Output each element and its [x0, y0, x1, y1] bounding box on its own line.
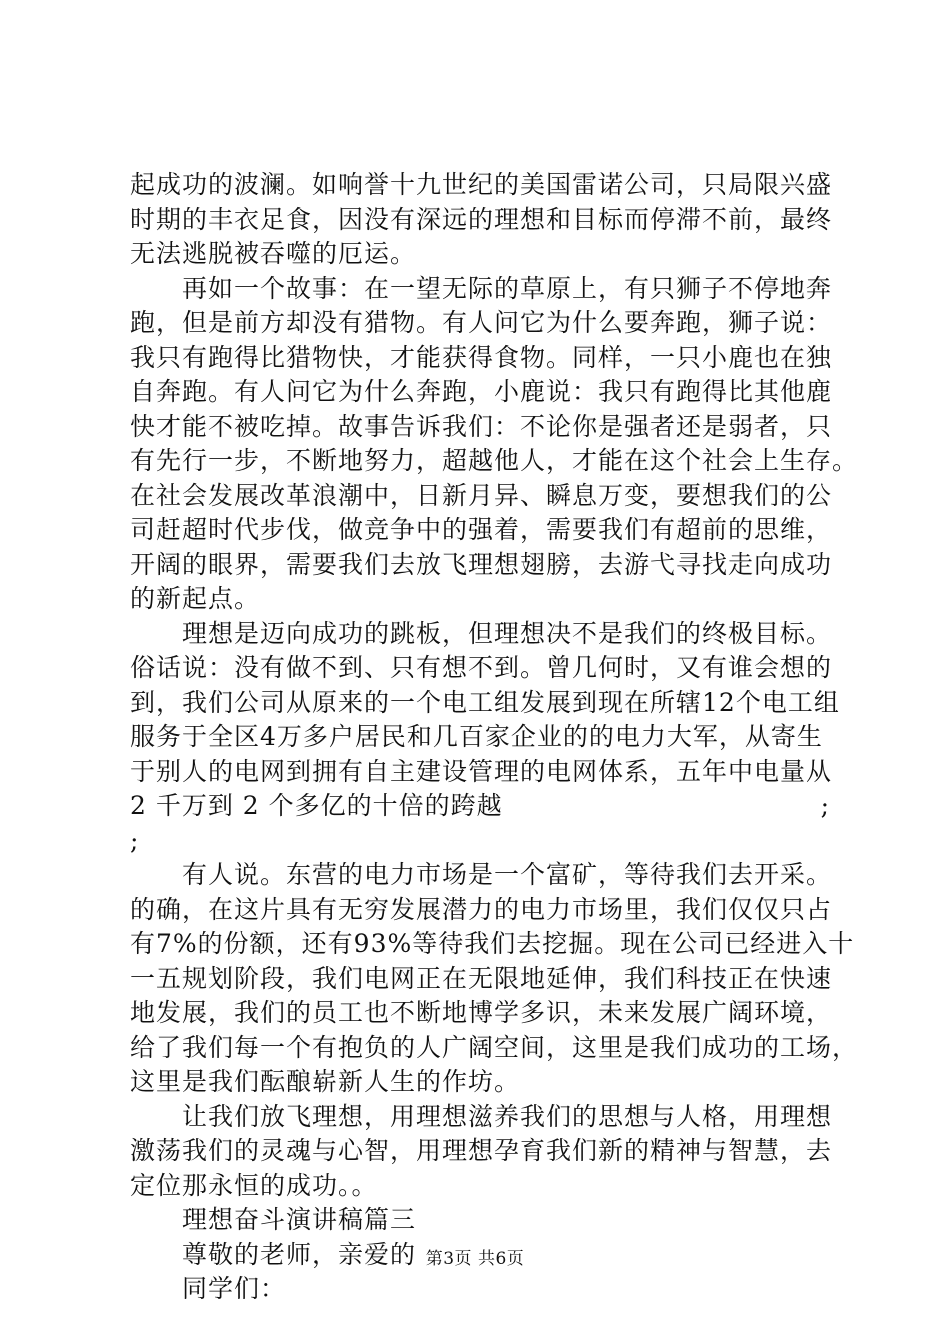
semicolon-mark: ;: [820, 791, 830, 820]
text-line: 跑，但是前方却没有猎物。有人问它为什么要奔跑，狮子说：: [130, 308, 833, 337]
text-line: 一五规划阶段，我们电网正在无限地延伸，我们科技正在快速: [130, 963, 833, 993]
text-line: 快才能不被吃掉。故事告诉我们：不论你是强者还是弱者，只: [130, 411, 833, 441]
paragraph-start-line: 让我们放飞理想，用理想滋养我们的思想与人格，用理想: [182, 1101, 833, 1131]
text-line: 激荡我们的灵魂与心智，用理想孕育我们新的精神与智慧，去: [130, 1136, 833, 1165]
text-line: 的确，在这片具有无穷发展潜力的电力市场里，我们仅仅只占: [130, 894, 833, 924]
salutation-line: 同学们：: [182, 1274, 287, 1303]
semicolon-line: ;: [130, 825, 140, 855]
text-line: 定位那永恒的成功。。: [130, 1170, 378, 1200]
text-line: 有先行一步，不断地努力，超越他人，才能在这个社会上生存。: [130, 446, 859, 475]
text-line: 开阔的眼界，需要我们去放飞理想翅膀，去游弋寻找走向成功: [130, 549, 833, 579]
text-segment: 2 千万到 2 个多亿的十倍的跨越: [130, 791, 503, 820]
section-heading: 理想奋斗演讲稿篇三: [182, 1205, 417, 1234]
text-line: 服务于全区4万多户居民和几百家企业的的电力大军，从寄生: [130, 722, 823, 751]
text-line: 在社会发展改革浪潮中，日新月异、瞬息万变，要想我们的公: [130, 480, 833, 510]
paragraph-start-line: 再如一个故事：在一望无际的草原上，有只狮子不停地奔: [182, 273, 833, 303]
text-line: 无法逃脱被吞噬的厄运。: [130, 239, 417, 268]
text-line: 时期的丰衣足食，因没有深远的理想和目标而停滞不前，最终: [130, 204, 833, 234]
text-line: 起成功的波澜。如响誉十九世纪的美国雷诺公司，只局限兴盛: [130, 170, 833, 199]
text-line: 到，我们公司从原来的一个电工组发展到现在所辖12个电工组: [130, 687, 840, 717]
justified-line: [130, 789, 830, 824]
text-line: 地发展，我们的员工也不断地博学多识，未来发展广阔环境，: [130, 998, 833, 1027]
text-line: 于别人的电网到拥有自主建设管理的电网体系，五年中电量从: [130, 756, 833, 786]
page-footer: [0, 1244, 950, 1269]
text-line: 司赶超时代步伐，做竞争中的强着，需要我们有超前的思维，: [130, 515, 833, 544]
paragraph-start-line: 有人说。东营的电力市场是一个富矿，等待我们去开采。: [182, 860, 833, 889]
text-line: 的新起点。: [130, 584, 261, 613]
text-line: 给了我们每一个有抱负的人广阔空间，这里是我们成功的工场，: [130, 1032, 859, 1062]
text-line: 这里是我们酝酿崭新人生的作坊。: [130, 1067, 521, 1096]
text-line: 我只有跑得比猎物快，才能获得食物。同样，一只小鹿也在独: [130, 342, 833, 372]
text-line: 有7%的份额，还有93%等待我们去挖掘。现在公司已经进入十: [130, 929, 855, 958]
text-line: 俗话说：没有做不到、只有想不到。曾几何时，又有谁会想的: [130, 653, 833, 682]
page-number-label: 第3页 共6页: [425, 1249, 525, 1269]
salutation-line: 尊敬的老师，亲爱的: [182, 1239, 417, 1269]
text-line: 自奔跑。有人问它为什么奔跑，小鹿说：我只有跑得比其他鹿: [130, 377, 833, 406]
paragraph-start-line: 理想是迈向成功的跳板，但理想决不是我们的终极目标。: [182, 618, 833, 648]
document-body: [130, 168, 859, 1307]
